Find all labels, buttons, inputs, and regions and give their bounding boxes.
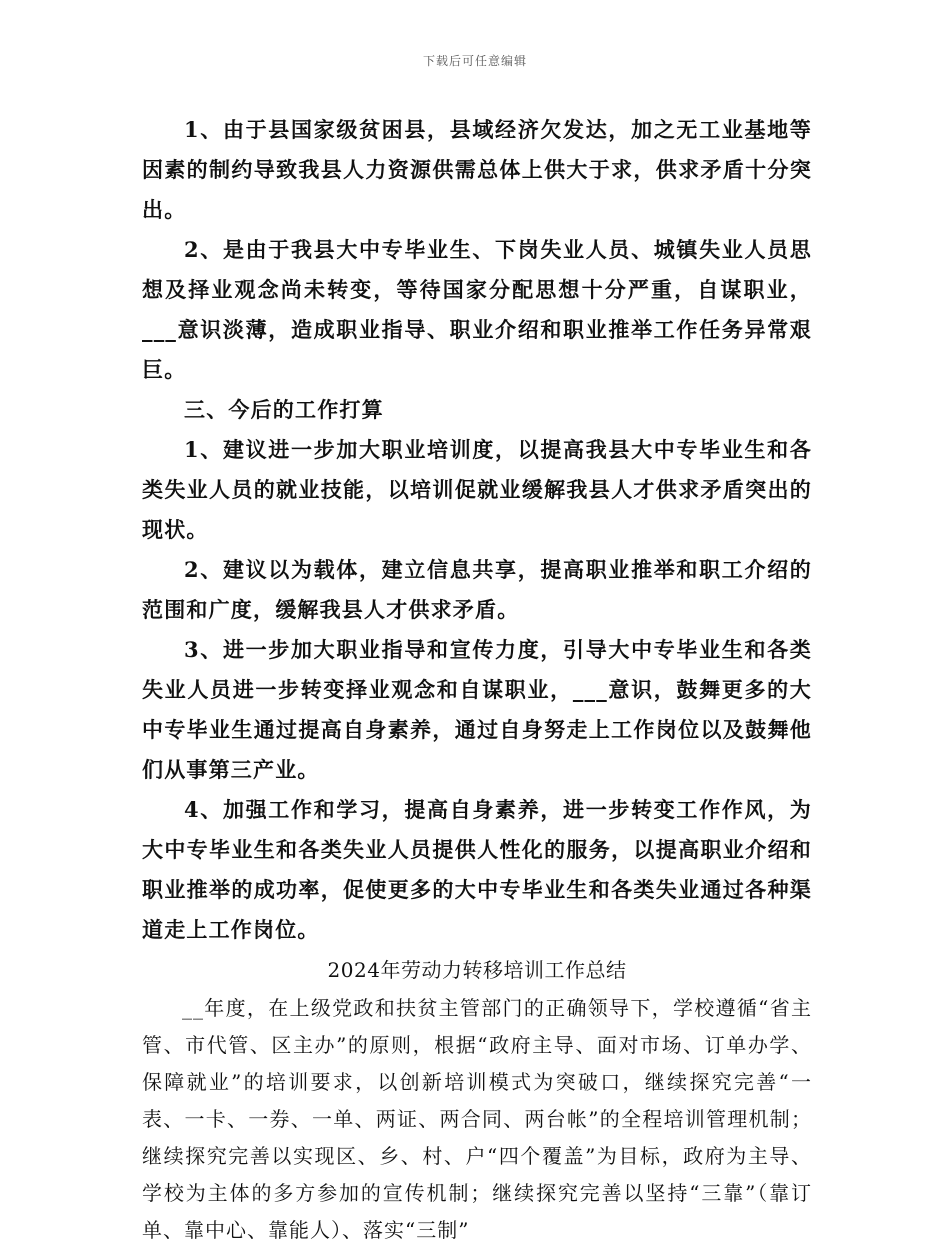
paragraph-plan-4: 4、加强工作和学习，提高自身素养，进一步转变工作作风，为大中专毕业生和各类失业人员提供人性化的服务，以提高职业介绍和职业推举的成功率，促使更多的大中专毕业生和各类失业通过各种渠道走上工作岗位。 xyxy=(142,797,812,942)
paragraph-plan-1: 1、建议进一步加大职业培训度，以提高我县大中专毕业生和各类失业人员的就业技能，以培训促就业缓解我县人才供求矛盾突出的现状。 xyxy=(142,437,812,542)
document-title: 2024年劳动力转移培训工作总结 xyxy=(327,958,627,982)
paragraph-plan-3: 3、进一步加大职业指导和宣传力度，引导大中专毕业生和各类失业人员进一步转变择业观念和自谋职业，___意识，鼓舞更多的大中专毕业生通过提高自身素养，通过自身努走上工作岗位以及鼓舞他们从事第三产业。 xyxy=(142,637,812,782)
section-heading-future-plans: 三、今后的工作打算 xyxy=(184,397,384,422)
document-body xyxy=(142,110,812,1249)
page-header: 下载后可任意编辑 xyxy=(422,54,527,68)
paragraph-reason-2: 2、是由于我县大中专毕业生、下岗失业人员、城镇失业人员思想及择业观念尚未转变，等待国家分配思想十分严重，自谋职业，___意识淡薄，造成职业指导、职业介绍和职业推举工作任务异常艰巨。 xyxy=(142,237,812,382)
paragraph-plan-2: 2、建议以为载体，建立信息共享，提高职业推举和职工介绍的范围和广度，缓解我县人才供求矛盾。 xyxy=(142,557,812,622)
paragraph-summary-intro: __年度，在上级党政和扶贫主管部门的正确领导下，学校遵循“省主管、市代管、区主办”的原则，根据“政府主导、面对市场、订单办学、保障就业”的培训要求，以创新培训模式为突破口，继续探究完善“一表、一卡、一券、一单、两证、两合同、两台帐”的全程培训管理机制；继续探究完善以实现区、乡、村、户“四个覆盖”为目标，政府为主导、学校为主体的多方参加的宣传机制；继续探究完善以坚持“三靠”（靠订单、靠中心、靠能人）、落实“三制” xyxy=(142,996,812,1242)
paragraph-reason-1: 1、由于县国家级贫困县，县域经济欠发达，加之无工业基地等因素的制约导致我县人力资源供需总体上供大于求，供求矛盾十分突出。 xyxy=(142,117,812,222)
